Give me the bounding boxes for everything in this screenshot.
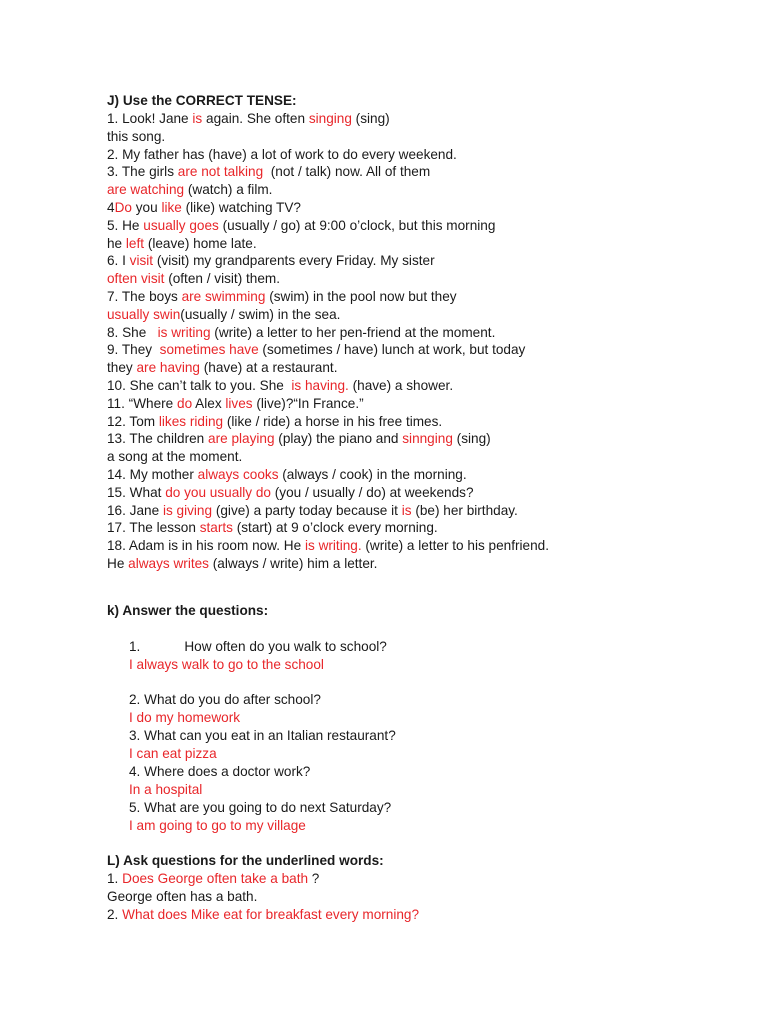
section-j-line xyxy=(107,430,491,448)
answer-text: are watching xyxy=(107,182,185,198)
exercise-text: (always / cook) in the morning. xyxy=(278,467,467,482)
section-j-heading: J) Use the CORRECT TENSE: xyxy=(107,93,297,108)
answer-text: often visit xyxy=(107,271,165,287)
section-j-line xyxy=(107,537,549,555)
section-j-line xyxy=(107,324,495,342)
answer-text: starts xyxy=(199,520,233,536)
answer-text: do you usually do xyxy=(165,484,271,500)
answer-1: I always walk to go to the school xyxy=(129,657,324,672)
answer-text: left xyxy=(125,235,145,251)
answer-text: is giving xyxy=(162,502,213,518)
question-4: 4. Where does a doctor work? xyxy=(129,764,311,779)
section-l-line xyxy=(107,888,257,906)
section-j-line xyxy=(107,199,301,217)
exercise-text: (often / visit) them. xyxy=(164,271,281,287)
exercise-text: 12. Tom xyxy=(107,413,159,429)
section-j-line xyxy=(107,359,338,377)
section-j-line xyxy=(107,146,457,164)
answer-text: is writing. xyxy=(304,538,362,554)
answer-2: I do my homework xyxy=(129,710,241,725)
exercise-text: (have) at a restaurant. xyxy=(199,360,338,376)
section-j-line xyxy=(107,555,377,573)
section-k-heading: k) Answer the questions: xyxy=(107,603,269,618)
answer-text: always writes xyxy=(128,556,209,571)
question-3: 3. What can you eat in an Italian restaurant? xyxy=(129,728,396,743)
section-j-line xyxy=(107,163,430,181)
exercise-text: (live)?“In France.” xyxy=(252,395,364,411)
exercise-text: this song. xyxy=(107,128,166,144)
answer-text: always cooks xyxy=(197,467,279,482)
answer-text: sinnging xyxy=(402,431,453,447)
answer-5: I am going to go to my village xyxy=(129,818,306,833)
exercise-text: again. She often xyxy=(202,111,309,126)
section-j-line xyxy=(107,395,364,413)
exercise-text: (watch) a film. xyxy=(184,182,273,198)
answer-text: are playing xyxy=(208,431,275,447)
exercise-text: 2. My father has (have) a lot of work to do every weekend. xyxy=(107,146,457,162)
exercise-text: (usually / swim) in the sea. xyxy=(180,306,341,322)
exercise-text: 16. Jane xyxy=(107,502,163,518)
answer-text: Do xyxy=(114,200,132,215)
exercise-text: 4 xyxy=(107,200,115,215)
section-j-line xyxy=(107,484,474,502)
section-j-line xyxy=(107,519,438,537)
question-5: 5. What are you going to do next Saturday? xyxy=(129,800,392,815)
exercise-text: he xyxy=(107,235,126,251)
section-j-line xyxy=(107,377,453,395)
exercise-text: 6. I xyxy=(107,253,130,269)
section-j-line xyxy=(107,341,525,359)
exercise-text: (usually / go) at 9:00 o’clock, but this morning xyxy=(218,217,496,233)
exercise-text: you xyxy=(131,200,162,215)
exercise-text: (like) watching TV? xyxy=(181,200,301,215)
exercise-text: (swim) in the pool now but they xyxy=(265,289,457,304)
answer-text: is having. xyxy=(291,378,349,393)
exercise-text: (always / write) him a letter. xyxy=(208,556,378,571)
section-l-heading: L) Ask questions for the underlined words: xyxy=(107,853,384,868)
exercise-text: (visit) my grandparents every Friday. My sister xyxy=(153,253,435,269)
exercise-text: 2. xyxy=(107,906,123,922)
exercise-text: 9. They xyxy=(107,342,160,358)
section-j-line xyxy=(107,181,272,199)
exercise-text: a song at the moment. xyxy=(107,449,243,465)
answer-text: usually goes xyxy=(143,217,219,233)
exercise-text: (have) a shower. xyxy=(348,378,454,393)
answer-text: like xyxy=(161,200,182,215)
section-j-line xyxy=(107,235,257,253)
answer-text: singing xyxy=(308,111,352,126)
exercise-text: (play) the piano and xyxy=(274,431,403,447)
exercise-text: (not / talk) now. All of them xyxy=(263,164,431,180)
section-j-line xyxy=(107,110,390,128)
section-j-line xyxy=(107,288,457,306)
section-j-line xyxy=(107,502,518,520)
section-j-line xyxy=(107,306,340,324)
answer-text: What does Mike eat for breakfast every morning? xyxy=(122,906,420,922)
exercise-text: 10. She can’t talk to you. She xyxy=(107,378,292,393)
section-j-line xyxy=(107,413,442,431)
answer-3: I can eat pizza xyxy=(129,746,217,761)
answer-text: likes riding xyxy=(158,413,224,429)
exercise-text: (write) a letter to her pen-friend at the moment. xyxy=(210,324,496,340)
question-1 xyxy=(129,638,387,656)
answer-text: is xyxy=(401,502,412,518)
answer-text: are swimming xyxy=(181,289,266,304)
answer-text: are not talking xyxy=(177,164,264,180)
section-l-line xyxy=(107,906,419,924)
exercise-text: 17. The lesson xyxy=(107,520,200,536)
answer-text: Does George often take a bath xyxy=(122,871,309,886)
section-l-line xyxy=(107,870,319,888)
answer-text: is writing xyxy=(157,324,211,340)
answer-text: lives xyxy=(225,395,253,411)
exercise-text: 3. The girls xyxy=(107,164,178,180)
answer-text: sometimes have xyxy=(159,342,259,358)
exercise-text: (leave) home late. xyxy=(144,235,257,251)
exercise-text: 13. The children xyxy=(107,431,209,447)
exercise-text: (like / ride) a horse in his free times. xyxy=(223,413,443,429)
exercise-text: ? xyxy=(308,871,320,886)
exercise-text: 11. “Where xyxy=(107,395,178,411)
exercise-text: He xyxy=(107,556,129,571)
answer-text: visit xyxy=(129,253,154,269)
exercise-text: (write) a letter to his penfriend. xyxy=(361,538,549,554)
answer-4: In a hospital xyxy=(129,782,203,797)
section-j-line xyxy=(107,270,280,288)
section-j-line xyxy=(107,128,165,146)
exercise-text: (give) a party today because it xyxy=(212,502,402,518)
exercise-text: (start) at 9 o’clock every morning. xyxy=(232,520,438,536)
exercise-text: they xyxy=(107,360,137,376)
section-j-line xyxy=(107,252,435,270)
answer-text: are having xyxy=(136,360,200,376)
exercise-text: (sing) xyxy=(452,431,491,447)
exercise-text: George often has a bath. xyxy=(107,888,258,904)
exercise-text: 15. What xyxy=(107,484,166,500)
exercise-text: 8. She xyxy=(107,324,158,340)
exercise-text: 5. He xyxy=(107,217,144,233)
exercise-text: (you / usually / do) at weekends? xyxy=(271,484,474,500)
answer-text: is xyxy=(192,111,203,126)
exercise-text: 1. Look! Jane xyxy=(107,111,193,126)
exercise-text: 14. My mother xyxy=(107,467,198,482)
section-j-line xyxy=(107,217,495,235)
section-j-line xyxy=(107,466,467,484)
question-1-number: 1. xyxy=(129,639,141,654)
question-1-text: How often do you walk to school? xyxy=(184,639,387,654)
exercise-text: (be) her birthday. xyxy=(411,502,518,518)
section-j-line xyxy=(107,448,242,466)
exercise-text: 7. The boys xyxy=(107,289,182,304)
answer-text: do xyxy=(177,395,193,411)
answer-text: usually swin xyxy=(107,306,181,322)
exercise-text: Alex xyxy=(192,395,226,411)
question-2: 2. What do you do after school? xyxy=(129,692,321,707)
exercise-text: (sometimes / have) lunch at work, but today xyxy=(258,342,526,358)
exercise-text: 18. Adam is in his room now. He xyxy=(107,538,305,554)
exercise-text: (sing) xyxy=(351,111,390,126)
exercise-text: 1. xyxy=(107,871,123,886)
